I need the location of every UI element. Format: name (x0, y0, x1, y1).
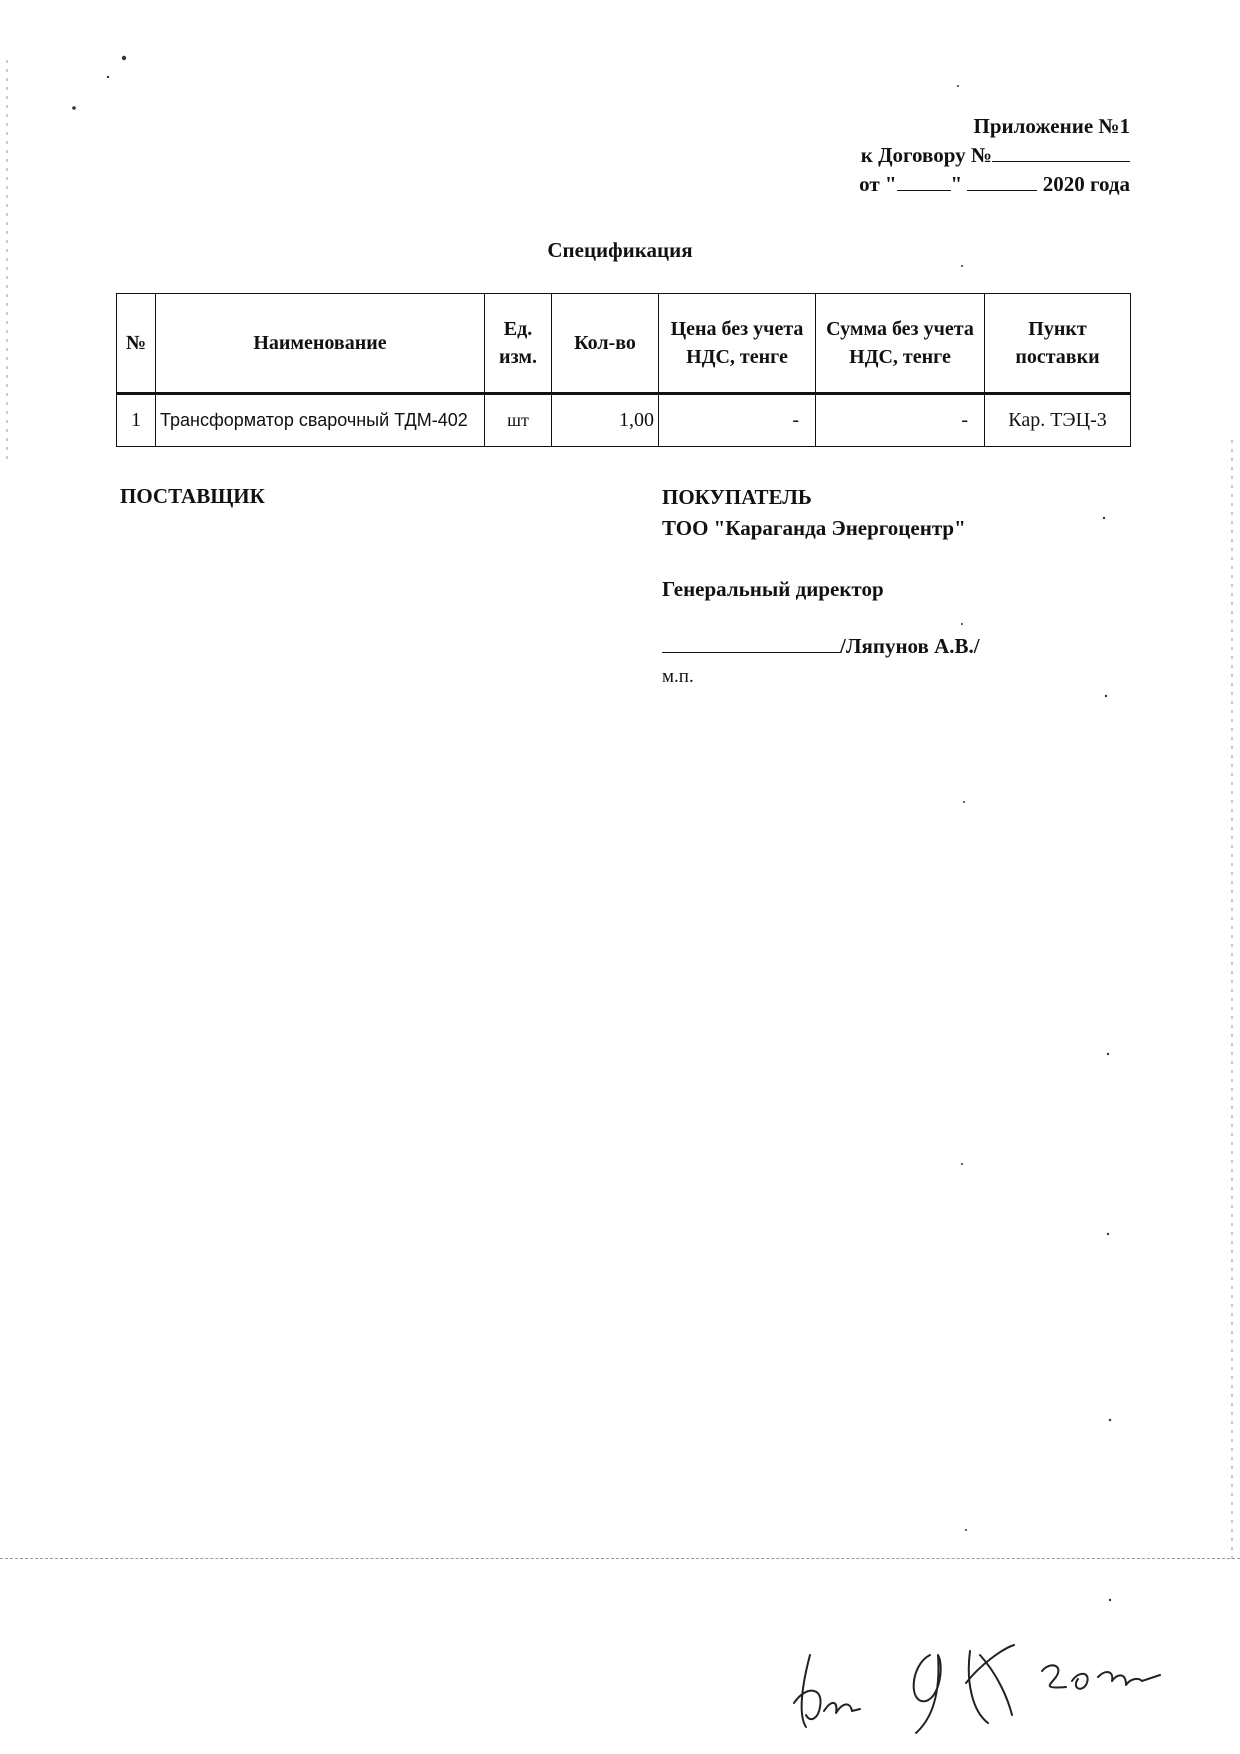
column-header-name: Наименование (156, 294, 485, 394)
buyer-position: Генеральный директор (662, 577, 884, 601)
date-month-blank (967, 172, 1037, 191)
signature-line (662, 631, 980, 662)
cell-price: - (659, 394, 816, 447)
contract-date-line (859, 170, 1130, 199)
column-header-unit: Ед. изм. (485, 294, 552, 394)
table-row (117, 394, 1131, 447)
column-header-delivery-point: Пункт поставки (985, 294, 1131, 394)
column-header-number: № (117, 294, 156, 394)
scan-fold-line (0, 1558, 1240, 1559)
cell-delivery-point: Кар. ТЭЦ-3 (985, 394, 1131, 447)
column-header-quantity: Кол-во (552, 294, 659, 394)
appendix-header (859, 112, 1130, 199)
date-day-blank (897, 172, 951, 191)
signature-blank (662, 632, 840, 653)
handwritten-signature-and-date (780, 1615, 1220, 1745)
handwritten-day (914, 1655, 941, 1733)
supplier-label: ПОСТАВЩИК (120, 484, 265, 508)
contract-number-line (859, 141, 1130, 170)
column-header-price: Цена без учета НДС, тенге (659, 294, 816, 394)
document-title: Спецификация (547, 238, 693, 262)
cell-unit: шт (485, 394, 552, 447)
stamp-label: м.п. (662, 666, 694, 687)
buyer-label: ПОКУПАТЕЛЬ (662, 485, 812, 509)
buyer-company: ТОО "Караганда Энергоцентр" (662, 516, 966, 540)
table-header-row (117, 294, 1131, 394)
cell-number: 1 (117, 394, 156, 447)
cell-sum: - (816, 394, 985, 447)
date-prefix: от " (859, 172, 897, 196)
buyer-block (662, 482, 980, 662)
appendix-title: Приложение №1 (973, 114, 1130, 138)
contract-prefix: к Договору № (860, 143, 992, 167)
specification-table (116, 293, 1131, 447)
cell-quantity: 1,00 (552, 394, 659, 447)
contract-number-blank (992, 143, 1130, 162)
handwritten-year (1042, 1665, 1160, 1688)
column-header-sum: Сумма без учета НДС, тенге (816, 294, 985, 394)
handwritten-note-text: 20 (780, 1615, 781, 1616)
handwritten-initial (794, 1655, 860, 1727)
date-suffix: 2020 года (1042, 172, 1130, 196)
handwritten-month (966, 1645, 1014, 1723)
date-middle: " (950, 172, 963, 196)
signatory-name: /Ляпунов А.В./ (840, 634, 980, 658)
cell-name: Трансформатор сварочный ТДМ-402 (156, 394, 485, 447)
